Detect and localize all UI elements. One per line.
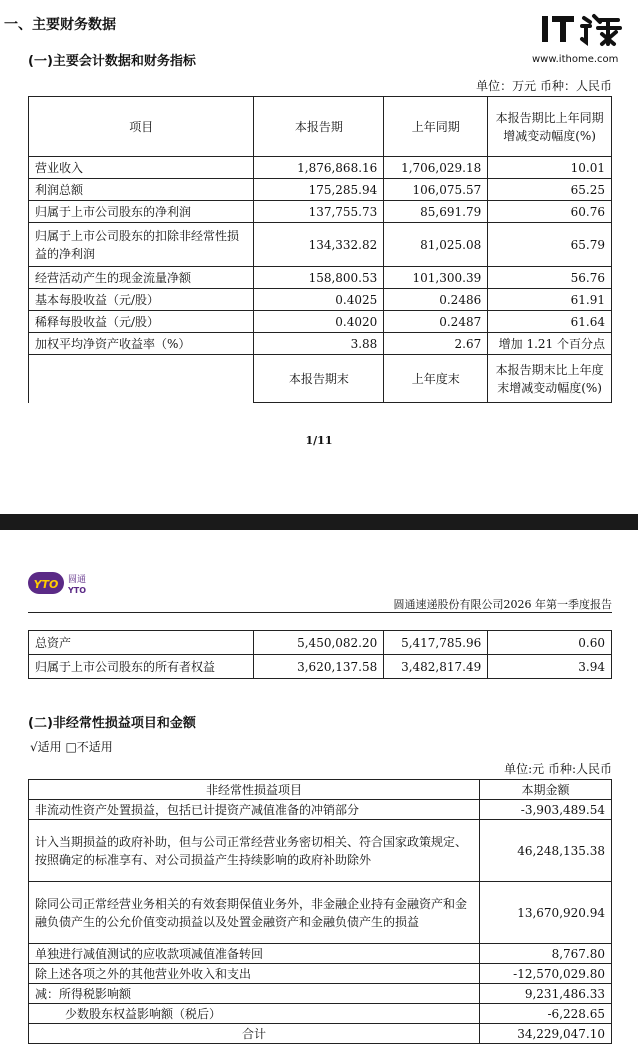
table-row	[29, 820, 612, 882]
row-value: 134,332.82	[254, 223, 384, 267]
row-value: 9,231,486.33	[480, 984, 612, 1004]
row-value: 175,285.94	[254, 179, 384, 201]
row-value: 101,300.39	[384, 267, 488, 289]
row-value: 0.4020	[254, 311, 384, 333]
row-value: 1,876,868.16	[254, 157, 384, 179]
total-label: 合计	[29, 1024, 480, 1044]
row-value: 3.88	[254, 333, 384, 355]
report-page-2	[0, 530, 638, 1056]
table-row	[29, 267, 612, 289]
key-financial-data-table	[28, 96, 612, 403]
table-row	[29, 964, 612, 984]
yto-logo-mark: YTO	[33, 578, 59, 591]
row-label: 归属于上市公司股东的扣除非经常性损益的净利润	[29, 223, 254, 267]
row-value: 46,248,135.38	[480, 820, 612, 882]
row-label: 除上述各项之外的其他营业外收入和支出	[29, 964, 480, 984]
row-label: 除同公司正常经营业务相关的有效套期保值业务外，非金融企业持有金融资产和金融负债产生的公允价值变动损益以及处置金融资产和金融负债产生的损益	[29, 882, 480, 944]
table-total-row	[29, 1024, 612, 1044]
report-header: 圆通速递股份有限公司2026 年第一季度报告	[393, 598, 612, 611]
row-label: 非流动性资产处置损益，包括已计提资产减值准备的冲销部分	[29, 800, 480, 820]
row-value: 158,800.53	[254, 267, 384, 289]
row-label: 归属于上市公司股东的所有者权益	[29, 655, 254, 679]
row-value: 增加 1.21 个百分点	[488, 333, 612, 355]
yto-logo-en: YTO	[68, 586, 87, 595]
table-row	[29, 655, 612, 679]
row-value: 0.4025	[254, 289, 384, 311]
row-label: 营业收入	[29, 157, 254, 179]
section-title: 一、主要财务数据	[4, 17, 116, 33]
row-value: 85,691.79	[384, 201, 488, 223]
row-label: 加权平均净资产收益率（%）	[29, 333, 254, 355]
table-row	[29, 289, 612, 311]
row-value: 3,620,137.58	[254, 655, 384, 679]
table-row	[29, 157, 612, 179]
subsection-title-nonrecurring: (二)非经常性损益项目和金额	[28, 716, 196, 731]
table-row	[29, 333, 612, 355]
header-prior-period: 上年同期	[384, 97, 488, 157]
ithome-logo	[540, 12, 630, 52]
header2-change-pct: 本报告期末比上年度末增减变动幅度(%)	[488, 355, 612, 403]
table-row	[29, 201, 612, 223]
row-label: 减：所得税影响额	[29, 984, 480, 1004]
row-label: 少数股东权益影响额（税后）	[29, 1004, 480, 1024]
row-value: 56.76	[488, 267, 612, 289]
header-current-period: 本报告期	[254, 97, 384, 157]
row-value: 65.25	[488, 179, 612, 201]
row-value: 5,417,785.96	[384, 631, 488, 655]
row-value: -12,570,029.80	[480, 964, 612, 984]
table-row	[29, 311, 612, 333]
row-label: 总资产	[29, 631, 254, 655]
header-item: 项目	[29, 97, 254, 157]
row-value: 1,706,029.18	[384, 157, 488, 179]
row-label: 利润总额	[29, 179, 254, 201]
total-value: 34,229,047.10	[480, 1024, 612, 1044]
row-value: 137,755.73	[254, 201, 384, 223]
row-value: 2.67	[384, 333, 488, 355]
row-label: 经营活动产生的现金流量净额	[29, 267, 254, 289]
row-value: 3,482,817.49	[384, 655, 488, 679]
applicable-checkbox-text: √适用 □不适用	[30, 740, 113, 754]
table-row	[29, 631, 612, 655]
row-label: 单独进行减值测试的应收款项减值准备转回	[29, 944, 480, 964]
row-value: 0.60	[488, 631, 612, 655]
table-row	[29, 882, 612, 944]
page-separator	[0, 514, 638, 530]
table-header-row	[29, 97, 612, 157]
table-header-row	[29, 780, 612, 800]
table-row	[29, 179, 612, 201]
nonrecurring-items-table	[28, 779, 612, 1044]
header-item: 非经常性损益项目	[29, 780, 480, 800]
table-header-row-2	[29, 355, 612, 403]
table-row	[29, 944, 612, 964]
row-label: 计入当期损益的政府补助，但与公司正常经营业务密切相关、符合国家政策规定、按照确定的标准享有、对公司损益产生持续影响的政府补助除外	[29, 820, 480, 882]
yto-logo-cn: 圆通	[68, 575, 87, 585]
row-value: 106,075.57	[384, 179, 488, 201]
row-value: 5,450,082.20	[254, 631, 384, 655]
yto-logo	[28, 570, 98, 596]
row-value: -3,903,489.54	[480, 800, 612, 820]
table-row	[29, 984, 612, 1004]
row-value: 3.94	[488, 655, 612, 679]
row-label: 稀释每股收益（元/股）	[29, 311, 254, 333]
row-value: 13,670,920.94	[480, 882, 612, 944]
report-page-1	[0, 0, 638, 514]
row-value: 61.91	[488, 289, 612, 311]
header-amount: 本期金额	[480, 780, 612, 800]
unit-label: 单位：万元 币种：人民币	[476, 79, 612, 93]
row-value: 8,767.80	[480, 944, 612, 964]
header-rule	[28, 612, 612, 613]
header2-period-end: 本报告期末	[254, 355, 384, 403]
header-change-pct: 本报告期比上年同期增减变动幅度(%)	[488, 97, 612, 157]
table-row	[29, 223, 612, 267]
table-row	[29, 1004, 612, 1024]
row-value: 10.01	[488, 157, 612, 179]
row-label: 基本每股收益（元/股）	[29, 289, 254, 311]
row-value: 0.2487	[384, 311, 488, 333]
row-value: 0.2486	[384, 289, 488, 311]
row-value: 60.76	[488, 201, 612, 223]
ithome-site: www.ithome.com	[532, 54, 619, 65]
row-value: 61.64	[488, 311, 612, 333]
row-value: -6,228.65	[480, 1004, 612, 1024]
row-value: 65.79	[488, 223, 612, 267]
row-label: 归属于上市公司股东的净利润	[29, 201, 254, 223]
assets-table	[28, 630, 612, 679]
table-row	[29, 800, 612, 820]
unit-label-2: 单位:元 币种:人民币	[504, 762, 612, 776]
row-value: 81,025.08	[384, 223, 488, 267]
subsection-title-accounting-data: (一)主要会计数据和财务指标	[28, 54, 196, 69]
header2-blank	[29, 355, 254, 403]
page-number: 1/11	[305, 434, 333, 447]
header2-prior-year-end: 上年度末	[384, 355, 488, 403]
